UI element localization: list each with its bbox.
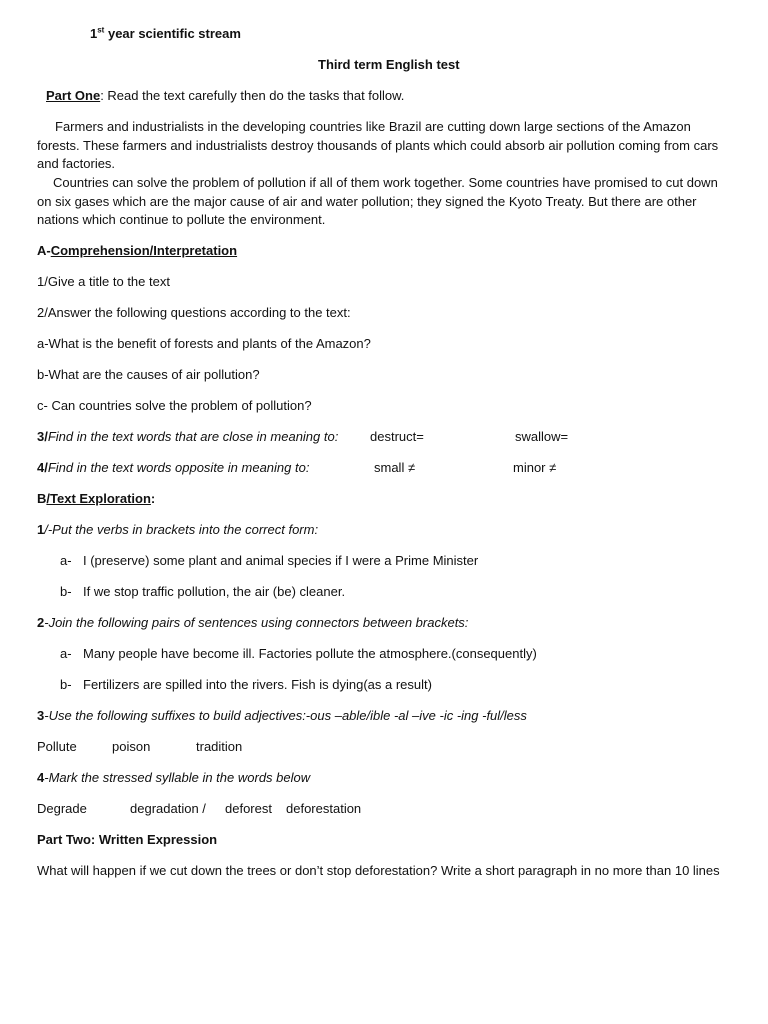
question-b1-number: 1 [37,522,45,537]
stream-heading [90,25,241,43]
question-a2a: a-What is the benefit of forests and plants of the Amazon? [37,336,371,351]
question-b2-number: 2 [37,615,45,630]
part-one-instruction-text: : Read the text carefully then do the tasks that follow. [100,88,405,103]
test-title: Third term English test [318,57,460,72]
stream-superscript: st [97,25,105,35]
stress-word-4: deforestation [286,801,362,816]
suffix-word-3: tradition [196,739,243,754]
part-one-instruction [46,87,404,105]
part-two-heading: Part Two: Written Expression [37,832,218,847]
question-a3-text: Find in the text words that are close in meaning to: [47,429,339,444]
question-a2b: b-What are the causes of air pollution? [37,367,260,382]
question-a4-word-2: minor ≠ [513,460,557,475]
question-a2: 2/Answer the following questions according to the text: [37,305,351,320]
question-b4-number: 4 [37,770,45,785]
question-b1a-label: a- [60,553,72,568]
reading-paragraph-1: Farmers and industrialists in the developing countries like Brazil are cutting down large sections of the Amazon forests. These farmers and industrialists destroy thousands of plants which could absorb air pollution coming from cars and factories. [37,119,719,171]
section-b-heading [37,490,155,508]
stress-word-3: deforest [225,801,272,816]
suffix-word-1: Pollute [37,739,77,754]
question-a2c: c- Can countries solve the problem of pollution? [37,398,312,413]
question-a4 [37,459,309,477]
section-b-prefix: B [37,491,47,506]
question-b1b-label: b- [60,584,72,599]
question-a4-text: Find in the text words opposite in meaning to: [47,460,310,475]
question-b1 [37,521,318,539]
question-b1-text: /-Put the verbs in brackets into the correct form: [44,522,319,537]
question-a4-word-1: small ≠ [374,460,416,475]
question-a3-word-2: swallow= [515,429,569,444]
part-one-label: Part One [46,88,101,103]
question-b2-text: -Join the following pairs of sentences using connectors between brackets: [44,615,469,630]
reading-paragraph-2: Countries can solve the problem of pollution if all of them work together. Some countries have promised to cut down on six gases which are the major cause of air and water pollution; they signed the Kyoto Treaty. But there are other nations which continue to pollute the environment. [37,175,718,227]
question-a3-number: 3/ [37,429,48,444]
question-b4 [37,769,310,787]
question-a3-word-1: destruct= [370,429,424,444]
suffix-word-2: poison [112,739,151,754]
question-b2b-label: b- [60,677,72,692]
question-b2a: Many people have become ill. Factories pollute the atmosphere.(consequently) [83,646,537,661]
question-b4-text: -Mark the stressed syllable in the words below [44,770,311,785]
question-b2a-label: a- [60,646,72,661]
question-b1a: I (preserve) some plant and animal species if I were a Prime Minister [83,553,479,568]
question-b3-number: 3 [37,708,45,723]
section-a-prefix: A- [37,243,51,258]
stress-word-2: degradation / [130,801,206,816]
question-b1b: If we stop traffic pollution, the air (be) cleaner. [83,584,346,599]
section-a-title: Comprehension/Interpretation [50,243,238,258]
part-two-prompt: What will happen if we cut down the trees or don’t stop deforestation? Write a short paragraph in no more than 10 lines [37,863,720,878]
question-a1: 1/Give a title to the text [37,274,170,289]
question-b3 [37,707,527,725]
question-b3-text: -Use the following suffixes to build adjectives:-ous –able/ible -al –ive -ic -ing -ful/less [44,708,527,723]
stream-number: 1 [90,26,98,41]
section-b-colon: : [150,491,156,506]
question-b2 [37,614,468,632]
section-a-heading [37,242,237,260]
stress-word-1: Degrade [37,801,87,816]
section-b-title: /Text Exploration [46,491,151,506]
question-b2b: Fertilizers are spilled into the rivers. Fish is dying(as a result) [83,677,432,692]
stream-text: year scientific stream [104,26,241,41]
question-a4-number: 4/ [37,460,48,475]
question-a3 [37,428,338,446]
